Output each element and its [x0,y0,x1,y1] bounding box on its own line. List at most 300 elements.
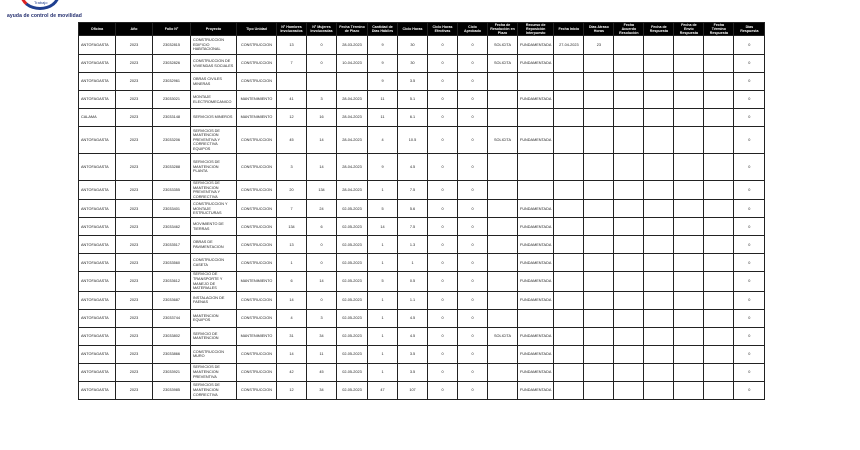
table-cell: 7 [277,200,307,218]
table-cell [554,200,584,218]
table-cell [614,109,644,127]
table-cell [614,381,644,399]
column-header: Folio N° [153,23,191,36]
table-cell: CONSTRUCCION EDIFICIO HABITACIONAL [191,36,237,55]
table-cell: 0 [458,345,488,363]
table-cell [614,345,644,363]
table-cell: FUNDAMENTADA [518,91,554,109]
table-cell [584,218,614,236]
table-cell: 0 [428,55,458,73]
table-cell: 4.5 [398,154,428,181]
table-cell: ANTOFAGASTA [79,36,116,55]
table-cell: SOLICITA [488,36,518,55]
table-cell [674,127,704,154]
table-cell: ANTOFAGASTA [79,73,116,91]
table-cell: 0 [734,91,765,109]
table-cell [554,91,584,109]
table-cell [554,327,584,345]
table-cell: 45 [277,127,307,154]
table-cell: CONSTRUCCION [237,218,277,236]
table-cell: 0 [428,327,458,345]
table-cell: 3 [307,309,337,327]
table-cell: CALAMA [79,109,116,127]
column-header: Fecha Inicio [554,23,584,36]
table-row [79,127,765,154]
table-cell: 1 [398,254,428,272]
table-cell [488,236,518,254]
table-cell [518,309,554,327]
table-cell: 23032961 [153,73,191,91]
table-row [79,381,765,399]
table-cell [554,236,584,254]
table-cell [674,200,704,218]
table-cell: 1 [368,363,398,381]
column-header: Año [116,23,153,36]
table-cell: 14 [368,218,398,236]
table-cell: 0 [428,272,458,291]
table-cell: 2023 [116,109,153,127]
table-cell: ANTOFAGASTA [79,218,116,236]
table-cell: 14 [307,127,337,154]
table-cell: CONSTRUCCION [237,36,277,55]
table-cell: 0 [734,200,765,218]
table-cell: 41 [277,91,307,109]
table-cell [674,55,704,73]
table-cell: 23033744 [153,309,191,327]
table-cell: MANTENCION EQUIPOS [191,309,237,327]
table-cell: 0 [458,291,488,309]
table-cell [584,55,614,73]
table-cell: 23033687 [153,291,191,309]
column-header: Fecha de Envío Respuesta [674,23,704,36]
table-cell: 0 [734,309,765,327]
table-header-row [79,23,765,36]
table-cell [704,363,734,381]
table-cell: 0 [734,291,765,309]
table-cell: 0 [428,91,458,109]
table-cell [674,309,704,327]
table-cell: CONSTRUCCION [237,55,277,73]
table-cell: 1.3 [398,236,428,254]
table-cell [644,127,674,154]
table-cell: 23033866 [153,345,191,363]
table-cell: 0 [428,127,458,154]
table-cell: MOVIMIENTO DE TIERRAS [191,218,237,236]
column-header: Proyecto [191,23,237,36]
table-cell [584,272,614,291]
table-cell: ANTOFAGASTA [79,363,116,381]
table-cell [644,272,674,291]
table-cell [614,254,644,272]
table-cell: 28-03-2023 [337,36,368,55]
table-cell: 27-04-2023 [554,36,584,55]
table-cell: FUNDAMENTADA [518,36,554,55]
table-cell: 0 [428,254,458,272]
table-cell: 0.5 [398,272,428,291]
table-cell: 0 [458,381,488,399]
table-cell: CONSTRUCCION [237,345,277,363]
table-cell: FUNDAMENTADA [518,236,554,254]
table-cell: FUNDAMENTADA [518,327,554,345]
table-cell [584,200,614,218]
table-cell [674,272,704,291]
table-cell: 2023 [116,236,153,254]
table-cell: 0 [428,381,458,399]
table-cell [584,309,614,327]
table-cell: ANTOFAGASTA [79,236,116,254]
table-cell: 1 [277,254,307,272]
table-cell: CONSTRUCCION [237,309,277,327]
table-cell: CONSTRUCCION [237,291,277,309]
table-cell: 02-05-2023 [337,327,368,345]
table-cell: MONTAJE ELECTROMECANICO [191,91,237,109]
table-cell: 0 [428,109,458,127]
table-cell: ANTOFAGASTA [79,327,116,345]
table-cell: 28-04-2023 [337,109,368,127]
table-cell: 28-04-2023 [337,181,368,200]
table-cell: 0 [458,154,488,181]
table-cell [644,381,674,399]
logo-caption: Trabajo [34,0,48,5]
table-cell: 3.5 [398,345,428,363]
table-cell: CONSTRUCCION Y MONTAJE ESTRUCTURAS [191,200,237,218]
column-header: Fecha de Respuesta [644,23,674,36]
table-cell: 0 [307,55,337,73]
table-cell: SERVICIOS DE MANTENCION PREVENTIVA [191,363,237,381]
table-cell: 02-05-2023 [337,218,368,236]
table-cell: 134 [277,218,307,236]
table-cell [644,291,674,309]
table-cell: 0 [458,272,488,291]
table-cell: 12 [277,381,307,399]
table-cell: 0 [428,218,458,236]
table-cell: 2023 [116,200,153,218]
table-cell [644,327,674,345]
table-cell: 23033355 [153,181,191,200]
table-cell: 02-05-2023 [337,309,368,327]
table-cell: 2023 [116,381,153,399]
table-cell [518,181,554,200]
table-cell: MANTENIMIENTO [237,109,277,127]
table-cell [584,363,614,381]
table-cell: 10-04-2023 [337,55,368,73]
column-header: N° Mujeres Involucradas [307,23,337,36]
table-cell [584,73,614,91]
column-header: Ciclo Horas Efectivas [428,23,458,36]
table-cell [554,154,584,181]
table-cell: CONSTRUCCION DE VIVIENDAS SOCIALES [191,55,237,73]
table-cell [584,381,614,399]
table-cell [518,73,554,91]
table-cell [644,154,674,181]
table-cell: 0 [458,218,488,236]
table-cell: SOLICITA [488,327,518,345]
table-cell [674,154,704,181]
table-cell: 0 [428,154,458,181]
table-cell: 02-05-2023 [337,200,368,218]
table-row [79,309,765,327]
table-cell [704,327,734,345]
table-cell [584,327,614,345]
table-cell [518,154,554,181]
table-cell: 0 [428,309,458,327]
table-cell: 2023 [116,36,153,55]
table-cell: 0 [734,272,765,291]
table-cell [337,73,368,91]
table-cell: 23033802 [153,327,191,345]
table-cell: 0 [428,200,458,218]
table-cell: 1 [368,236,398,254]
table-cell [644,200,674,218]
table-cell: 6.1 [398,109,428,127]
table-cell: CONSTRUCCION [237,154,277,181]
table-cell [614,363,644,381]
table-cell: 107 [398,381,428,399]
table-cell: CONSTRUCCION [237,200,277,218]
table-cell: 3.5 [398,363,428,381]
table-row [79,363,765,381]
table-cell: MANTENIMIENTO [237,272,277,291]
table-cell: 23033985 [153,381,191,399]
table-cell: SERVICIOS MINEROS [191,109,237,127]
table-cell: 0 [428,236,458,254]
table-cell [614,91,644,109]
table-cell [644,218,674,236]
table-cell [488,200,518,218]
table-cell [488,109,518,127]
table-row [79,236,765,254]
table-cell: 0 [307,291,337,309]
table-cell: 3 [307,91,337,109]
table-cell: 0 [734,236,765,254]
table-cell: FUNDAMENTADA [518,55,554,73]
table-cell: 0 [458,55,488,73]
table-cell [488,91,518,109]
table-cell: 23033517 [153,236,191,254]
table-cell: ANTOFAGASTA [79,381,116,399]
table-cell: 11 [368,91,398,109]
table-cell: 0 [734,154,765,181]
table-cell: 5 [368,272,398,291]
table-cell [307,73,337,91]
table-cell: 6 [307,218,337,236]
column-header: Oficina [79,23,116,36]
table-cell: 2023 [116,55,153,73]
table-cell: SERVICIO DE TRANSPORTE Y MANEJO DE MATERIALES [191,272,237,291]
table-row [79,200,765,218]
table-cell: 23033288 [153,154,191,181]
table-cell: 02-05-2023 [337,363,368,381]
table-cell: ANTOFAGASTA [79,181,116,200]
table-cell: 23 [584,36,614,55]
table-cell: 42 [277,363,307,381]
table-cell: 9 [368,73,398,91]
table-cell: 1 [368,291,398,309]
column-header: Tipo Unidad [237,23,277,36]
table-cell: 5.1 [398,91,428,109]
table-cell: 0 [428,345,458,363]
table-cell: 0 [734,327,765,345]
table-cell: 23032826 [153,55,191,73]
table-cell: CONSTRUCCION MURO [191,345,237,363]
table-cell: 0 [428,291,458,309]
table-cell: 14 [277,291,307,309]
table-cell [554,345,584,363]
table-cell [704,272,734,291]
table-cell [488,345,518,363]
table-cell: SERVICIOS DE MANTENCION PREVENTIVA Y CORRECTIVA EQUIPOS [191,127,237,154]
table-cell: 1.1 [398,291,428,309]
table-cell: 0 [458,109,488,127]
table-cell: 14 [307,154,337,181]
table-cell: 23033612 [153,272,191,291]
table-cell: 1 [368,309,398,327]
table-cell [704,254,734,272]
table-cell [488,363,518,381]
table-cell: 7.5 [398,218,428,236]
table-cell: 0 [307,236,337,254]
column-header: Fecha Término de Plazo [337,23,368,36]
table-cell: FUNDAMENTADA [518,272,554,291]
table-cell: CONSTRUCCION [237,363,277,381]
table-cell: FUNDAMENTADA [518,291,554,309]
table-cell: FUNDAMENTADA [518,218,554,236]
table-cell: 0 [734,127,765,154]
table-cell [644,254,674,272]
table-cell: 23032815 [153,36,191,55]
table-cell: 34 [307,381,337,399]
table-cell: 23033921 [153,363,191,381]
table-cell [554,127,584,154]
table-cell: 02-05-2023 [337,272,368,291]
table-cell: 13 [277,36,307,55]
table-cell: 0 [734,218,765,236]
table-cell: 0 [734,363,765,381]
table-cell [704,154,734,181]
table-cell: 5 [368,200,398,218]
table-cell [614,181,644,200]
table-cell [704,381,734,399]
table-cell: 2023 [116,254,153,272]
table-cell [644,91,674,109]
table-cell [488,291,518,309]
table-cell [488,218,518,236]
table-cell [704,127,734,154]
table-cell [644,181,674,200]
table-cell [674,236,704,254]
table-cell [584,291,614,309]
table-cell: 4.5 [398,309,428,327]
table-cell: 9 [368,55,398,73]
table-cell [674,363,704,381]
table-cell [614,200,644,218]
table-cell: 0 [458,309,488,327]
table-cell: CONSTRUCCION [237,181,277,200]
table-cell: 47 [368,381,398,399]
table-row [79,55,765,73]
table-cell: ANTOFAGASTA [79,272,116,291]
table-cell: 2023 [116,218,153,236]
table-row [79,254,765,272]
table-cell: 0 [734,181,765,200]
table-cell: CONSTRUCCION [237,254,277,272]
table-cell: CONSTRUCCION [237,127,277,154]
table-cell: CONSTRUCCION [237,73,277,91]
table-cell [584,254,614,272]
table-cell [554,73,584,91]
table-cell: 3.5 [398,73,428,91]
table-cell: 20 [277,181,307,200]
table-cell [674,181,704,200]
table-cell [644,36,674,55]
table-cell: 2023 [116,73,153,91]
table-cell [674,327,704,345]
table-cell: 0 [458,127,488,154]
table-cell: MANTENIMIENTO [237,327,277,345]
table-cell [704,73,734,91]
table-cell [704,218,734,236]
table-cell: 23033560 [153,254,191,272]
table-cell: ANTOFAGASTA [79,291,116,309]
table-cell [704,236,734,254]
table-cell: 31 [277,327,307,345]
table-row [79,36,765,55]
table-cell [614,272,644,291]
table-cell: 9 [368,36,398,55]
column-header: Fecha Término Respuesta [704,23,734,36]
table-cell: 28-04-2023 [337,127,368,154]
table-cell: 4.5 [398,327,428,345]
table-cell: 2023 [116,127,153,154]
table-cell [614,327,644,345]
column-header: Ciclo Horas [398,23,428,36]
table-cell: 34 [307,327,337,345]
table-cell: 0 [428,363,458,381]
table-cell [674,218,704,236]
table-cell [614,36,644,55]
table-cell [554,381,584,399]
column-header: N° Hombres Involucrados [277,23,307,36]
table-cell [644,109,674,127]
table-cell [554,218,584,236]
table-cell: 23033021 [153,91,191,109]
table-cell: 02-05-2023 [337,236,368,254]
table-cell: 30 [398,36,428,55]
table-row [79,272,765,291]
table-cell: 14 [277,345,307,363]
table-cell: 1 [368,181,398,200]
table-cell: 0 [458,73,488,91]
table-cell: FUNDAMENTADA [518,363,554,381]
table-cell: 11 [307,345,337,363]
table-cell [554,254,584,272]
table-cell [488,73,518,91]
table-cell: 0 [458,181,488,200]
table-cell: 12 [277,109,307,127]
table-cell [674,345,704,363]
table-cell: 7.5 [398,181,428,200]
table-cell: 1 [368,345,398,363]
table-cell: 0 [307,36,337,55]
table-cell: CONSTRUCCION [237,236,277,254]
table-cell [644,309,674,327]
table-cell [584,181,614,200]
table-cell: 02-05-2023 [337,254,368,272]
table-cell [644,55,674,73]
table-cell [674,291,704,309]
data-table [78,22,765,400]
table-cell: OBRAS DE PAVIMENTACION [191,236,237,254]
